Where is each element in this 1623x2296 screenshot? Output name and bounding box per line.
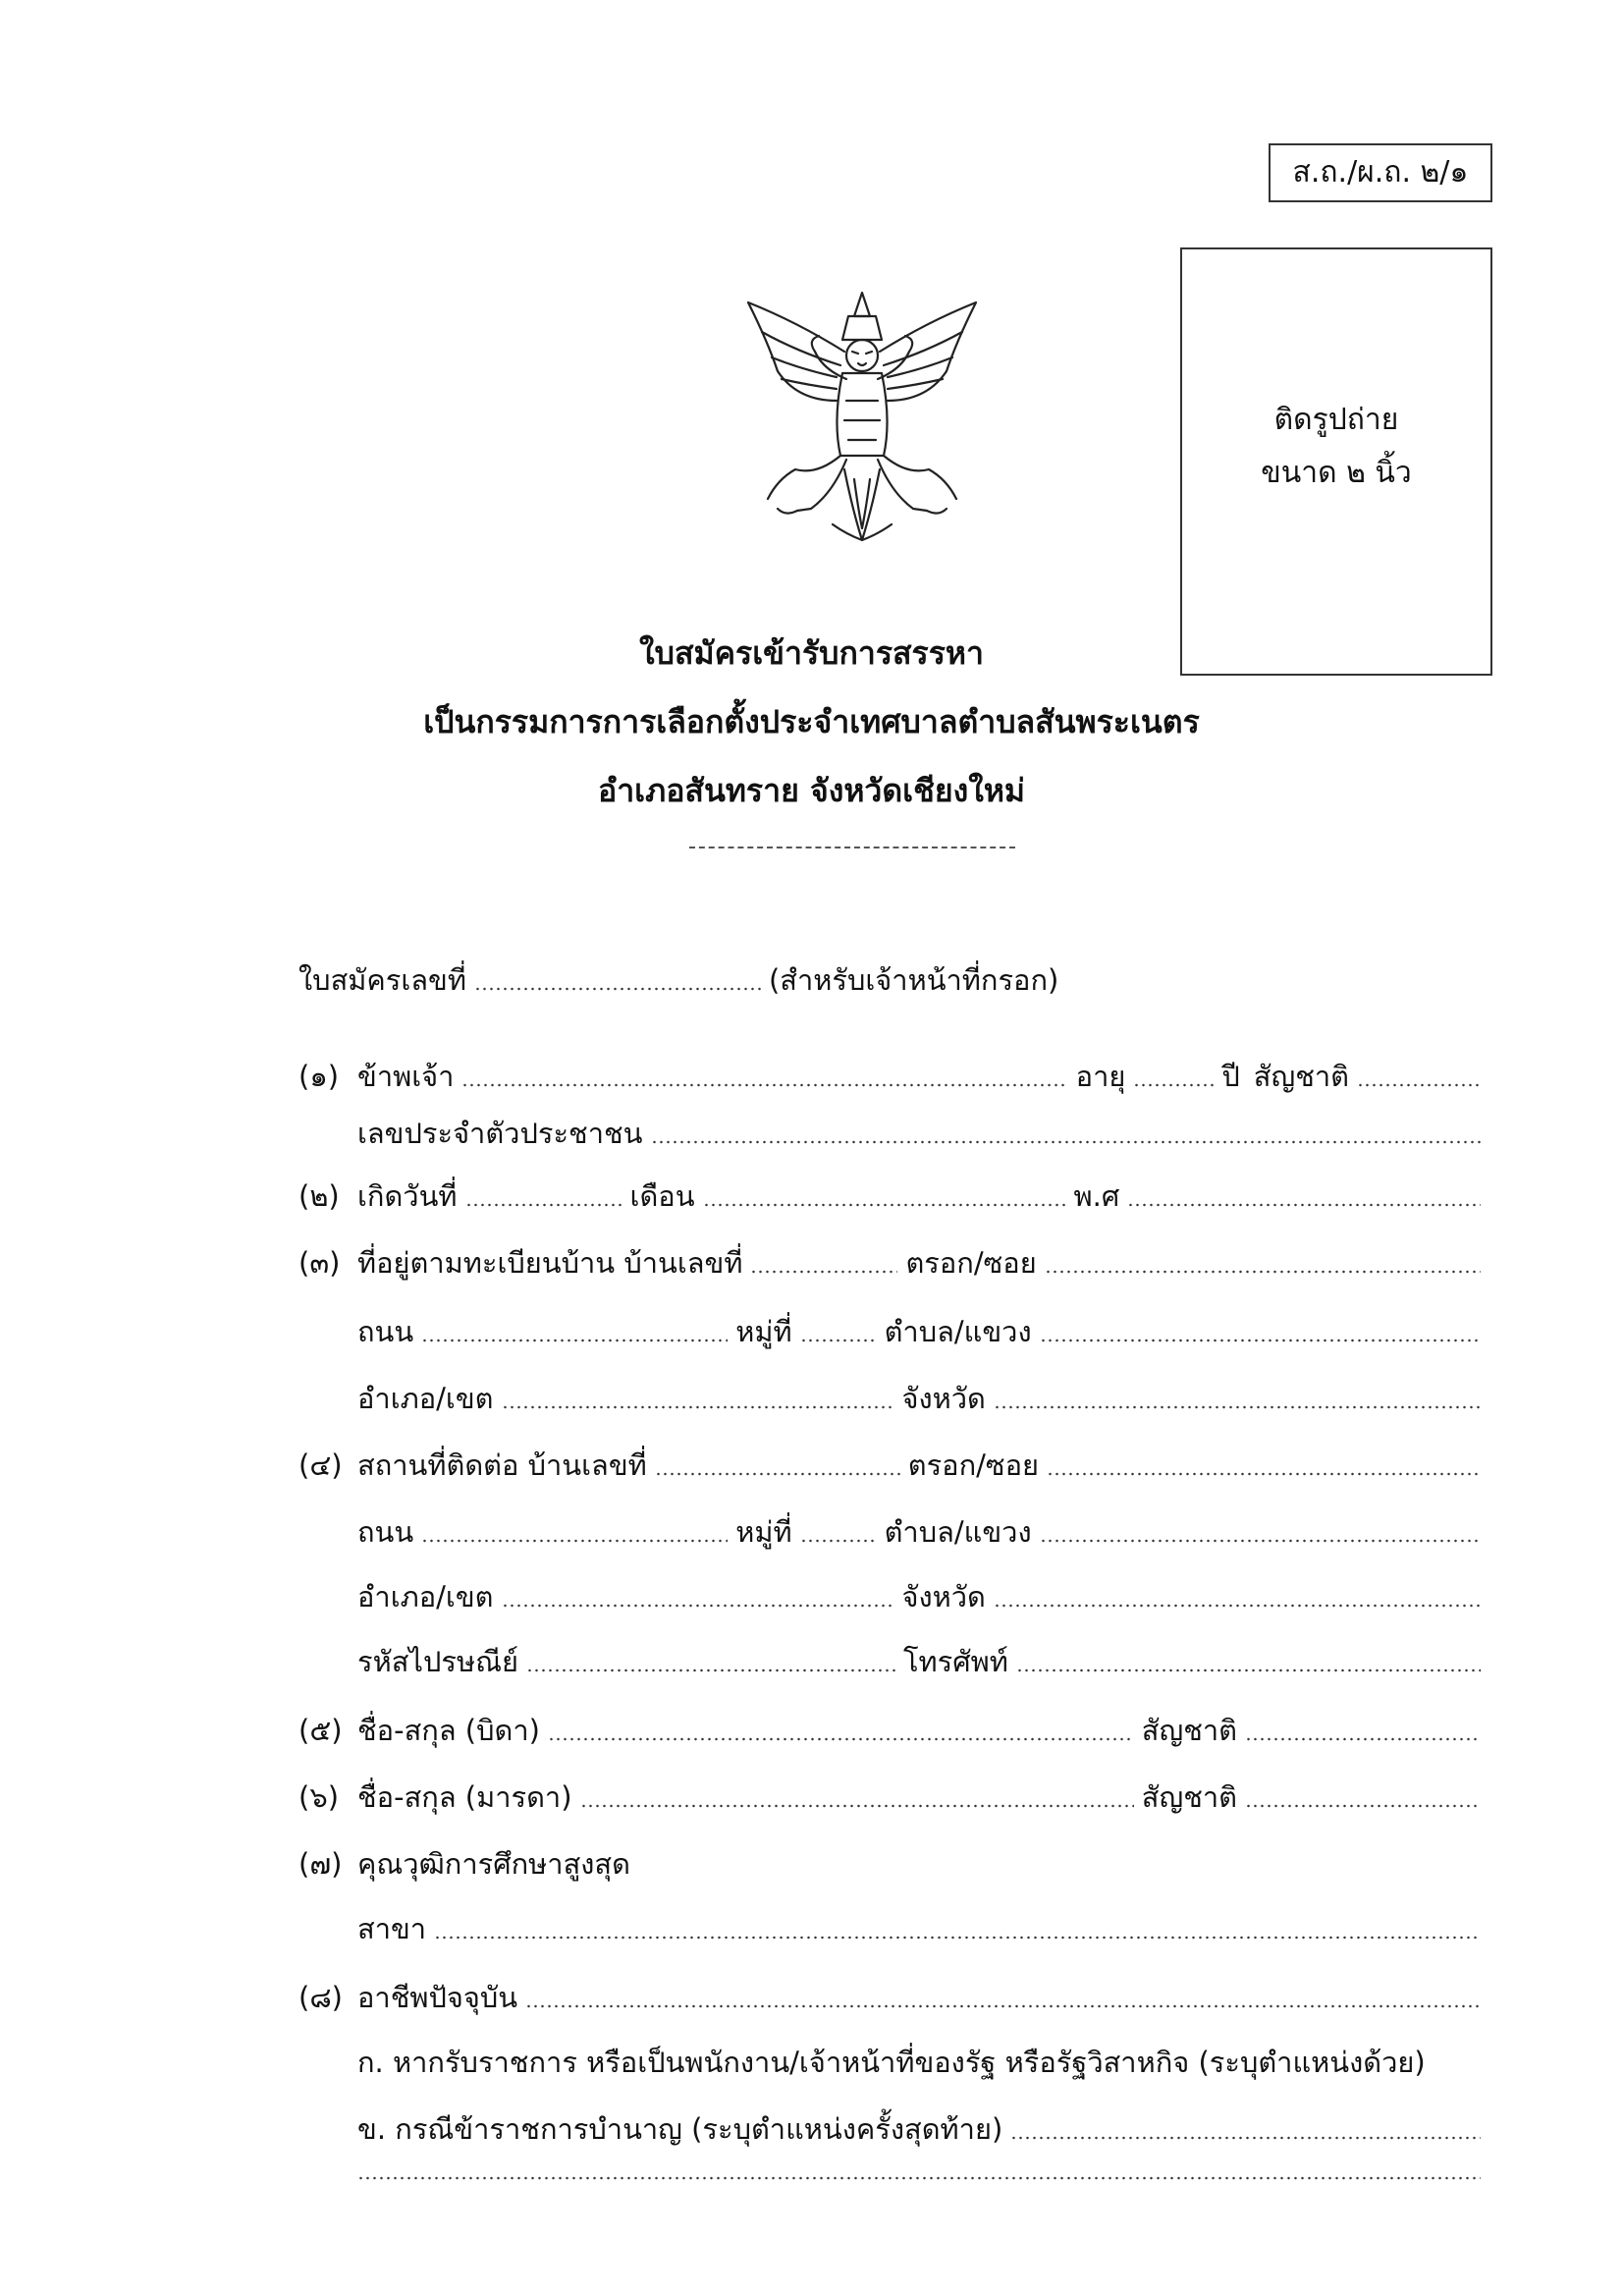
reg-moo-label: หมู่ที่ — [735, 1315, 792, 1348]
birth-day-field[interactable] — [465, 1203, 622, 1207]
retired-position-label: ข. กรณีข้าราชการบำนาญ (ระบุตำแหน่งครั้งสุดท้าย) — [357, 2112, 1003, 2146]
occupation-label: อาชีพปัจจุบัน — [357, 1981, 518, 2014]
phone-field[interactable] — [1016, 1668, 1481, 1672]
contact-moo-field[interactable] — [800, 1539, 877, 1543]
reg-moo-field[interactable] — [800, 1339, 877, 1342]
contact-tambon-label: ตำบล/แขวง — [884, 1515, 1032, 1549]
retired-position-field[interactable] — [1010, 2136, 1481, 2140]
item-8-row — [357, 1978, 1488, 2017]
birth-day-label: เกิดวันที่ — [357, 1179, 458, 1213]
birth-year-label: พ.ศ — [1073, 1179, 1120, 1213]
item-4-row-2 — [357, 1512, 1488, 1552]
item-3-row-3 — [357, 1379, 1488, 1418]
item-5-number: (๕) — [298, 1714, 343, 1747]
item-2-row — [357, 1176, 1488, 1216]
item-3-number: (๓) — [298, 1246, 341, 1280]
government-position-label: ก. หากรับราชการ หรือเป็นพนักงาน/เจ้าหน้าที่ของรัฐ หรือรัฐวิสาหกิจ (ระบุตำแหน่งด้วย) — [357, 2046, 1426, 2079]
photo-box-line1: ติดรูปถ่าย — [1273, 403, 1399, 437]
contact-address-label: สถานที่ติดต่อ บ้านเลขที่ — [357, 1449, 647, 1482]
mother-name-label: ชื่อ-สกุล (มารดา) — [357, 1780, 572, 1814]
item-2-number: (๒) — [298, 1179, 340, 1213]
father-name-field[interactable] — [548, 1737, 1134, 1741]
postcode-label: รหัสไปรษณีย์ — [357, 1645, 518, 1678]
item-3-row-2 — [357, 1312, 1488, 1351]
item-6-number: (๖) — [298, 1780, 340, 1814]
reg-road-field[interactable] — [421, 1339, 728, 1342]
id-row — [357, 1114, 1488, 1153]
reg-house-no-field[interactable] — [750, 1270, 897, 1274]
contact-alley-field[interactable] — [1047, 1472, 1481, 1476]
application-no-label: ใบสมัครเลขที่ — [298, 963, 466, 997]
nationality-field[interactable] — [1357, 1083, 1481, 1087]
name-field[interactable] — [461, 1083, 1067, 1087]
reg-amphoe-field[interactable] — [502, 1405, 894, 1409]
item-4-number: (๔) — [298, 1449, 343, 1482]
mother-nationality-label: สัญชาติ — [1141, 1780, 1237, 1814]
contact-road-label: ถนน — [357, 1515, 414, 1549]
photo-box — [1180, 247, 1492, 676]
contact-road-field[interactable] — [421, 1539, 728, 1543]
item-7-number: (๗) — [298, 1847, 343, 1881]
contact-province-label: จังหวัด — [901, 1580, 986, 1613]
id-field[interactable] — [651, 1140, 1482, 1144]
contact-moo-label: หมู่ที่ — [735, 1515, 792, 1549]
application-no-field[interactable] — [474, 987, 761, 991]
contact-alley-label: ตรอก/ซอย — [907, 1449, 1040, 1482]
contact-amphoe-label: อำเภอ/เขต — [357, 1580, 494, 1613]
mother-name-field[interactable] — [580, 1804, 1134, 1808]
age-field[interactable] — [1133, 1083, 1214, 1087]
title-line-2: เป็นกรรมการการเลือกตั้งประจำเทศบาลตำบลสันพระเนตร — [423, 703, 1200, 740]
age-label: อายุ — [1075, 1060, 1126, 1093]
item-4-row-3 — [357, 1577, 1488, 1616]
item-8-number: (๘) — [298, 1981, 344, 2014]
application-no-note: (สำหรับเจ้าหน้าที่กรอก) — [768, 963, 1059, 997]
father-name-label: ชื่อ-สกุล (บิดา) — [357, 1714, 540, 1747]
major-field[interactable] — [434, 1936, 1481, 1940]
item-8-extra-row — [357, 2176, 1488, 2189]
title-line-3: อำเภอสันทราย จังหวัดเชียงใหม่ — [597, 772, 1026, 809]
major-label: สาขา — [357, 1912, 427, 1945]
nationality-label: สัญชาติ — [1253, 1060, 1349, 1093]
reg-address-label: ที่อยู่ตามทะเบียนบ้าน บ้านเลขที่ — [357, 1246, 743, 1280]
id-label: เลขประจำตัวประชาชน — [357, 1117, 643, 1150]
year-label: ปี — [1221, 1060, 1240, 1093]
education-label: คุณวุฒิการศึกษาสูงสุด — [357, 1847, 630, 1881]
item-4-row-4 — [357, 1642, 1488, 1681]
father-nationality-label: สัญชาติ — [1141, 1714, 1237, 1747]
reg-province-label: จังหวัด — [901, 1382, 986, 1415]
contact-house-no-field[interactable] — [655, 1472, 900, 1476]
item-7-major-row — [357, 1909, 1488, 1948]
reg-tambon-label: ตำบล/แขวง — [884, 1315, 1032, 1348]
birth-month-field[interactable] — [703, 1203, 1066, 1207]
birth-month-label: เดือน — [629, 1179, 695, 1213]
contact-tambon-field[interactable] — [1040, 1539, 1481, 1543]
phone-label: โทรศัพท์ — [902, 1645, 1008, 1678]
reg-road-label: ถนน — [357, 1315, 414, 1348]
garuda-emblem-icon — [738, 283, 986, 548]
photo-box-line2: ขนาด ๒ นิ้ว — [1261, 456, 1412, 490]
item-7-row — [357, 1844, 1488, 1884]
birth-year-field[interactable] — [1127, 1203, 1481, 1207]
reg-alley-label: ตรอก/ซอย — [905, 1246, 1037, 1280]
title-divider — [689, 847, 1015, 848]
application-no-row — [298, 960, 1084, 1000]
item-5-row — [357, 1711, 1488, 1750]
item-3-row-1 — [357, 1243, 1488, 1283]
postcode-field[interactable] — [526, 1668, 895, 1672]
reg-province-field[interactable] — [994, 1405, 1481, 1409]
extra-field[interactable] — [357, 2176, 1481, 2180]
reg-tambon-field[interactable] — [1040, 1339, 1481, 1342]
item-1-number: (๑) — [298, 1060, 340, 1093]
title-line-1: ใบสมัครเข้ารับการสรรหา — [639, 634, 984, 672]
contact-province-field[interactable] — [994, 1604, 1481, 1608]
occupation-field[interactable] — [525, 2004, 1481, 2008]
item-8b-row — [357, 2109, 1488, 2149]
item-4-row-1 — [357, 1446, 1488, 1485]
reg-alley-field[interactable] — [1045, 1270, 1481, 1274]
item-8a-row — [357, 2043, 1488, 2082]
father-nationality-field[interactable] — [1245, 1737, 1481, 1741]
item-6-row — [357, 1777, 1488, 1817]
form-code: ส.ถ./ผ.ถ. ๒/๑ — [1269, 143, 1492, 202]
mother-nationality-field[interactable] — [1245, 1804, 1481, 1808]
reg-amphoe-label: อำเภอ/เขต — [357, 1382, 494, 1415]
name-label: ข้าพเจ้า — [357, 1060, 455, 1093]
item-1-row — [357, 1057, 1488, 1096]
contact-amphoe-field[interactable] — [502, 1604, 894, 1608]
